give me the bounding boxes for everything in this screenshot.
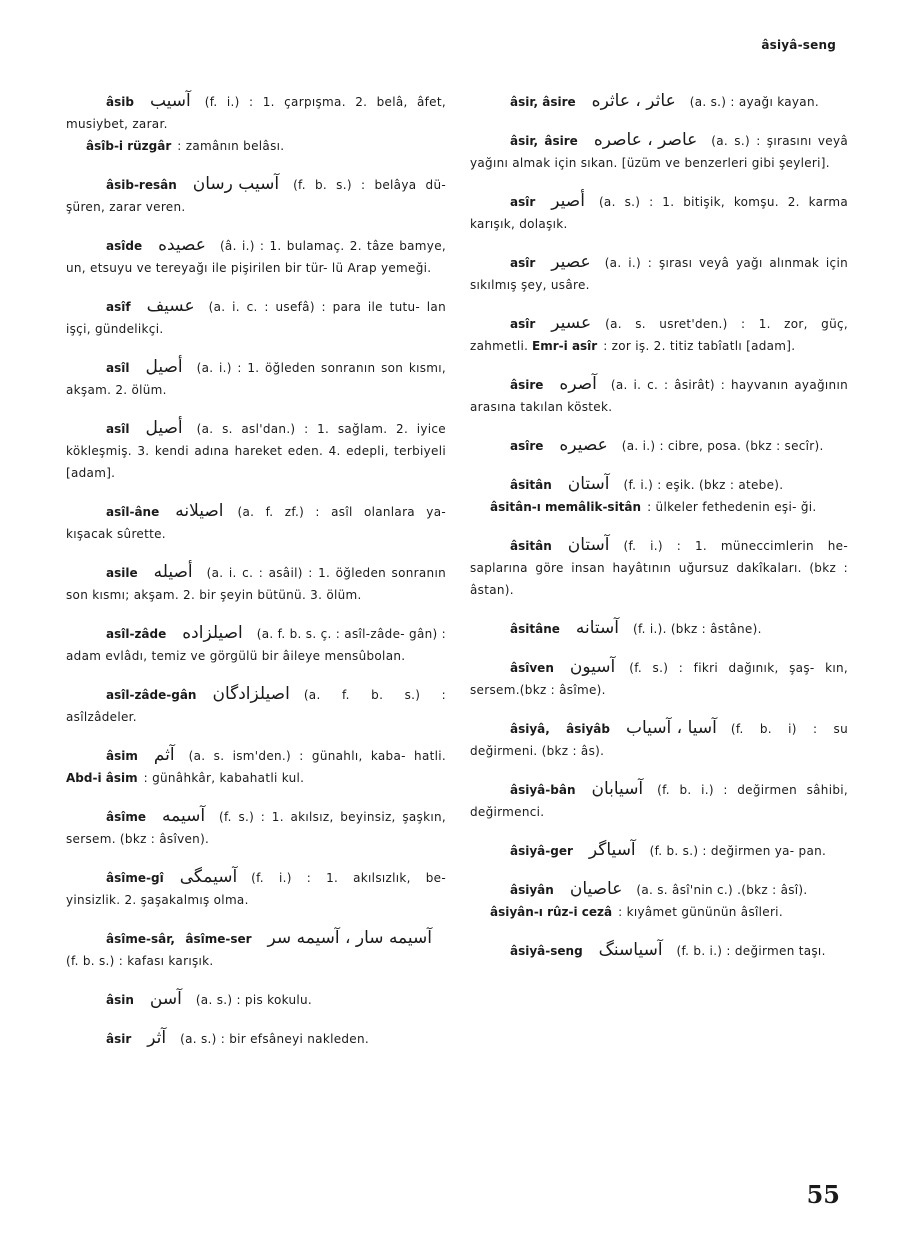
dictionary-entry xyxy=(470,778,848,823)
dictionary-entry xyxy=(66,500,446,545)
entry-definition: (f. s.) : fikri dağınık, şaş- kın, sersem.(bkz : âsîme). xyxy=(470,661,848,697)
dictionary-entry xyxy=(470,434,848,457)
entry-headword: âsitâne xyxy=(510,622,560,636)
dictionary-entry xyxy=(470,251,848,296)
dictionary-entry xyxy=(470,939,848,962)
entry-headword: âsin xyxy=(106,993,134,1007)
entry-definition: (a. s.) : 1. bitişik, komşu. 2. karma karışık, dolaşık. xyxy=(470,195,848,231)
entry-headword: asîl xyxy=(106,422,130,436)
entry-subdefinition: : zor iş. 2. titiz tabîatlı [adam]. xyxy=(603,339,796,353)
entry-headword: asîr xyxy=(510,317,536,331)
entry-headword: asîl-âne xyxy=(106,505,160,519)
entry-definition: (a. s. usret'den.) : 1. zor, güç, zahmetli. xyxy=(470,317,848,353)
dictionary-entry xyxy=(66,866,446,911)
entry-headword: âsiyân xyxy=(510,883,554,897)
entry-arabic-script: آسیا ، آسیاب xyxy=(626,718,717,738)
entry-arabic-script: عاثر ، عاثره xyxy=(591,91,676,111)
entry-arabic-script: آسیون xyxy=(569,657,616,677)
entry-headword: âsiyâ, âsiyâb xyxy=(510,722,610,736)
running-head: âsiyâ-seng xyxy=(761,38,836,52)
entry-headword: âsîven xyxy=(510,661,554,675)
entry-headword: âsir, âsire xyxy=(510,134,578,148)
entry-arabic-script: عسیر xyxy=(551,313,592,333)
dictionary-entry xyxy=(66,622,446,667)
dictionary-entry xyxy=(470,373,848,418)
entry-headword: asîre xyxy=(510,439,544,453)
entry-arabic-script: آثم xyxy=(153,745,175,765)
entry-definition: (a. s. ism'den.) : günahlı, kaba- hatli. xyxy=(188,749,446,763)
entry-arabic-script: اصیلزاده xyxy=(182,623,243,643)
dictionary-entry xyxy=(470,190,848,235)
entry-headword: asîl xyxy=(106,361,130,375)
entry-headword: âsib-resân xyxy=(106,178,177,192)
entry-arabic-script: آسن xyxy=(149,989,182,1009)
dictionary-entry xyxy=(66,744,446,789)
dictionary-entry xyxy=(66,683,446,728)
entry-headword: asile xyxy=(106,566,138,580)
entry-arabic-script: آسیاسنگ xyxy=(598,940,663,960)
entry-headword: asîr xyxy=(510,256,536,270)
entry-arabic-script: عاصیان xyxy=(569,879,623,899)
entry-headword: âsîme-gî xyxy=(106,871,164,885)
entry-arabic-script: اصیلزادگان xyxy=(212,684,290,704)
entry-subentry xyxy=(490,496,848,518)
entry-arabic-script: آسیمگی xyxy=(179,867,238,887)
entry-definition: (a. i. c. : asâil) : 1. öğleden sonranın son kısmı; akşam. 2. bir şeyin bütünü. 3. ölüm. xyxy=(66,566,446,602)
entry-definition: (a. s.) : bir efsâneyi nakleden. xyxy=(180,1032,370,1046)
entry-subheadword: Abd-i âsim xyxy=(66,771,138,785)
dictionary-entry xyxy=(470,617,848,640)
dictionary-entry xyxy=(66,234,446,279)
dictionary-entry xyxy=(470,312,848,357)
entry-headword: âsitân xyxy=(510,539,552,553)
entry-headword: âsib xyxy=(106,95,134,109)
entry-arabic-script: أصیله xyxy=(153,562,193,582)
entry-definition: (a. s.) : şırasını veyâ yağını almak için sıkan. [üzüm ve benzerleri gibi şeyleri]. xyxy=(470,134,849,170)
entry-definition: (f. i.) : 1. müneccimlerin he- saplarına göre insan hayâtının uğursuz dakîkaları. (bkz : âstan). xyxy=(470,539,848,597)
entry-definition: (a. s. âsî'nin c.) .(bkz : âsî). xyxy=(636,883,808,897)
entry-arabic-script: أصیر xyxy=(551,191,585,211)
entry-definition: (a. s.) : ayağı kayan. xyxy=(689,95,819,109)
entry-definition: (a. i.) : 1. öğleden sonranın son kısmı, akşam. 2. ölüm. xyxy=(66,361,446,397)
entry-arabic-script: آسیمه xyxy=(162,806,206,826)
entry-definition: (a. i. c. : âsirât) : hayvanın ayağının arasına takılan köstek. xyxy=(470,378,848,414)
dictionary-entry xyxy=(470,878,848,923)
entry-headword: âsiyâ-seng xyxy=(510,944,583,958)
entry-definition: (a. s. asl'dan.) : 1. sağlam. 2. iyice kökleşmiş. 3. kendi adına hareket eden. 4. edepli, terbiyeli [adam]. xyxy=(66,422,446,480)
entry-arabic-script: آسیمه سار ، آسیمه سر xyxy=(267,928,432,948)
dictionary-entry xyxy=(66,1027,446,1050)
dictionary-entry xyxy=(66,295,446,340)
entry-subdefinition: : zamânın belâsı. xyxy=(177,139,285,153)
dictionary-entry xyxy=(66,417,446,484)
entry-arabic-script: آستان xyxy=(567,535,610,555)
entry-definition: (a. i.) : cibre, posa. (bkz : secîr). xyxy=(621,439,824,453)
entry-definition: (a. f. b. s.) : asîlzâdeler. xyxy=(66,688,446,724)
entry-definition: (f. b. i.) : değirmen taşı. xyxy=(676,944,826,958)
entry-subentry xyxy=(490,901,848,923)
entry-subdefinition: : kıyâmet gününün âsîleri. xyxy=(618,905,783,919)
entry-headword: âsiyâ-bân xyxy=(510,783,576,797)
entry-arabic-script: آسیب رسان xyxy=(192,174,280,194)
entry-headword: âsîme xyxy=(106,810,146,824)
dictionary-entry xyxy=(66,988,446,1011)
entry-arabic-script: آسیاگر xyxy=(588,840,636,860)
right-column xyxy=(470,90,848,978)
dictionary-entry xyxy=(470,839,848,862)
entry-arabic-script: عصیره xyxy=(559,435,608,455)
entry-definition: (f. i.) : eşik. (bkz : atebe). xyxy=(623,478,784,492)
entry-arabic-script: أصیل xyxy=(145,357,183,377)
entry-definition: (f. s.) : 1. akılsız, beyinsiz, şaşkın, sersem. (bkz : âsîven). xyxy=(66,810,446,846)
dictionary-entry xyxy=(66,90,446,157)
entry-headword: âsir, âsire xyxy=(510,95,576,109)
entry-definition: (f. i.) : 1. akılsızlık, be- yinsizlik. 2. şaşakalmış olma. xyxy=(66,871,446,907)
entry-definition: (a. i. c. : usefâ) : para ile tutu- lan işçi, gündelikçi. xyxy=(66,300,446,336)
dictionary-entry xyxy=(470,534,848,601)
entry-definition: (a. i.) : şırası veyâ yağı alınmak için sıkılmış şey, usâre. xyxy=(470,256,848,292)
entry-arabic-script: آثر xyxy=(147,1028,167,1048)
entry-subheadword: âsitân-ı memâlik-sitân xyxy=(490,500,642,514)
entry-headword: asîf xyxy=(106,300,131,314)
entry-definition: (f. b. i.) : değirmen sâhibi, değirmenci. xyxy=(470,783,848,819)
entry-arabic-script: عصیر xyxy=(551,252,591,272)
entry-headword: âsir xyxy=(106,1032,132,1046)
entry-definition: (a. f. zf.) : asîl olanlara ya- kışacak sûrette. xyxy=(66,505,446,541)
entry-definition: (a. s.) : pis kokulu. xyxy=(195,993,313,1007)
page-number: 55 xyxy=(806,1180,840,1209)
entry-subheadword: âsiyân-ı rûz-i cezâ xyxy=(490,905,613,919)
entry-arabic-script: عاصر ، عاصره xyxy=(593,130,698,150)
entry-arabic-script: آستانه xyxy=(575,618,619,638)
entry-subdefinition: : günâhkâr, kabahatli kul. xyxy=(143,771,305,785)
entry-headword: âsire xyxy=(510,378,544,392)
entry-definition: (f. i.). (bkz : âstâne). xyxy=(633,622,762,636)
entry-definition: (f. b. i) : su değirmeni. (bkz : âs). xyxy=(470,722,848,758)
dictionary-entry xyxy=(470,129,848,174)
entry-definition: (a. f. b. s. ç. : asîl-zâde- gân) : adam evlâdı, temiz ve görgülü bir âileye mensûbolan. xyxy=(66,627,446,663)
entry-definition: (f. b. s.) : kafası karışık. xyxy=(66,954,214,968)
entry-definition: (f. b. s.) : değirmen ya- pan. xyxy=(649,844,827,858)
entry-headword: âsîme-sâr, âsîme-ser xyxy=(106,932,252,946)
entry-headword: âsim xyxy=(106,749,138,763)
dictionary-entry xyxy=(470,717,848,762)
dictionary-entry xyxy=(470,90,848,113)
entry-subdefinition: : ülkeler fethedenin eşi- ği. xyxy=(647,500,817,514)
entry-headword: asîde xyxy=(106,239,143,253)
dictionary-entry xyxy=(66,927,446,972)
entry-headword: asîl-zâde xyxy=(106,627,167,641)
entry-arabic-script: آستان xyxy=(567,474,610,494)
entry-headword: asîl-zâde-gân xyxy=(106,688,197,702)
entry-definition: (â. i.) : 1. bulamaç. 2. tâze bamye, un, etsuyu ve tereyağı ile pişirilen bir tür- lü Arap yemeği. xyxy=(66,239,446,275)
entry-subheadword: Emr-i asîr xyxy=(532,339,598,353)
entry-definition: (f. b. s.) : belâya dü- şüren, zarar veren. xyxy=(66,178,446,214)
entry-headword: âsiyâ-ger xyxy=(510,844,573,858)
dictionary-entry xyxy=(66,173,446,218)
dictionary-entry xyxy=(66,356,446,401)
dictionary-entry xyxy=(66,561,446,606)
left-column xyxy=(66,90,446,1066)
entry-arabic-script: عسیف xyxy=(146,296,195,316)
entry-arabic-script: آصره xyxy=(559,374,597,394)
entry-arabic-script: آسیب xyxy=(149,91,191,111)
entry-subentry xyxy=(86,135,446,157)
entry-arabic-script: آسیابان xyxy=(591,779,644,799)
entry-headword: asîr xyxy=(510,195,536,209)
dictionary-entry xyxy=(470,473,848,518)
dictionary-entry xyxy=(66,805,446,850)
entry-subheadword: âsîb-i rüzgâr xyxy=(86,139,172,153)
entry-arabic-script: أصیل xyxy=(145,418,183,438)
entry-arabic-script: عصیده xyxy=(158,235,206,255)
entry-headword: âsitân xyxy=(510,478,552,492)
entry-arabic-script: اصیلانه xyxy=(175,501,224,521)
dictionary-entry xyxy=(470,656,848,701)
entry-definition: (f. i.) : 1. çarpışma. 2. belâ, âfet, musiybet, zarar. xyxy=(66,95,446,131)
